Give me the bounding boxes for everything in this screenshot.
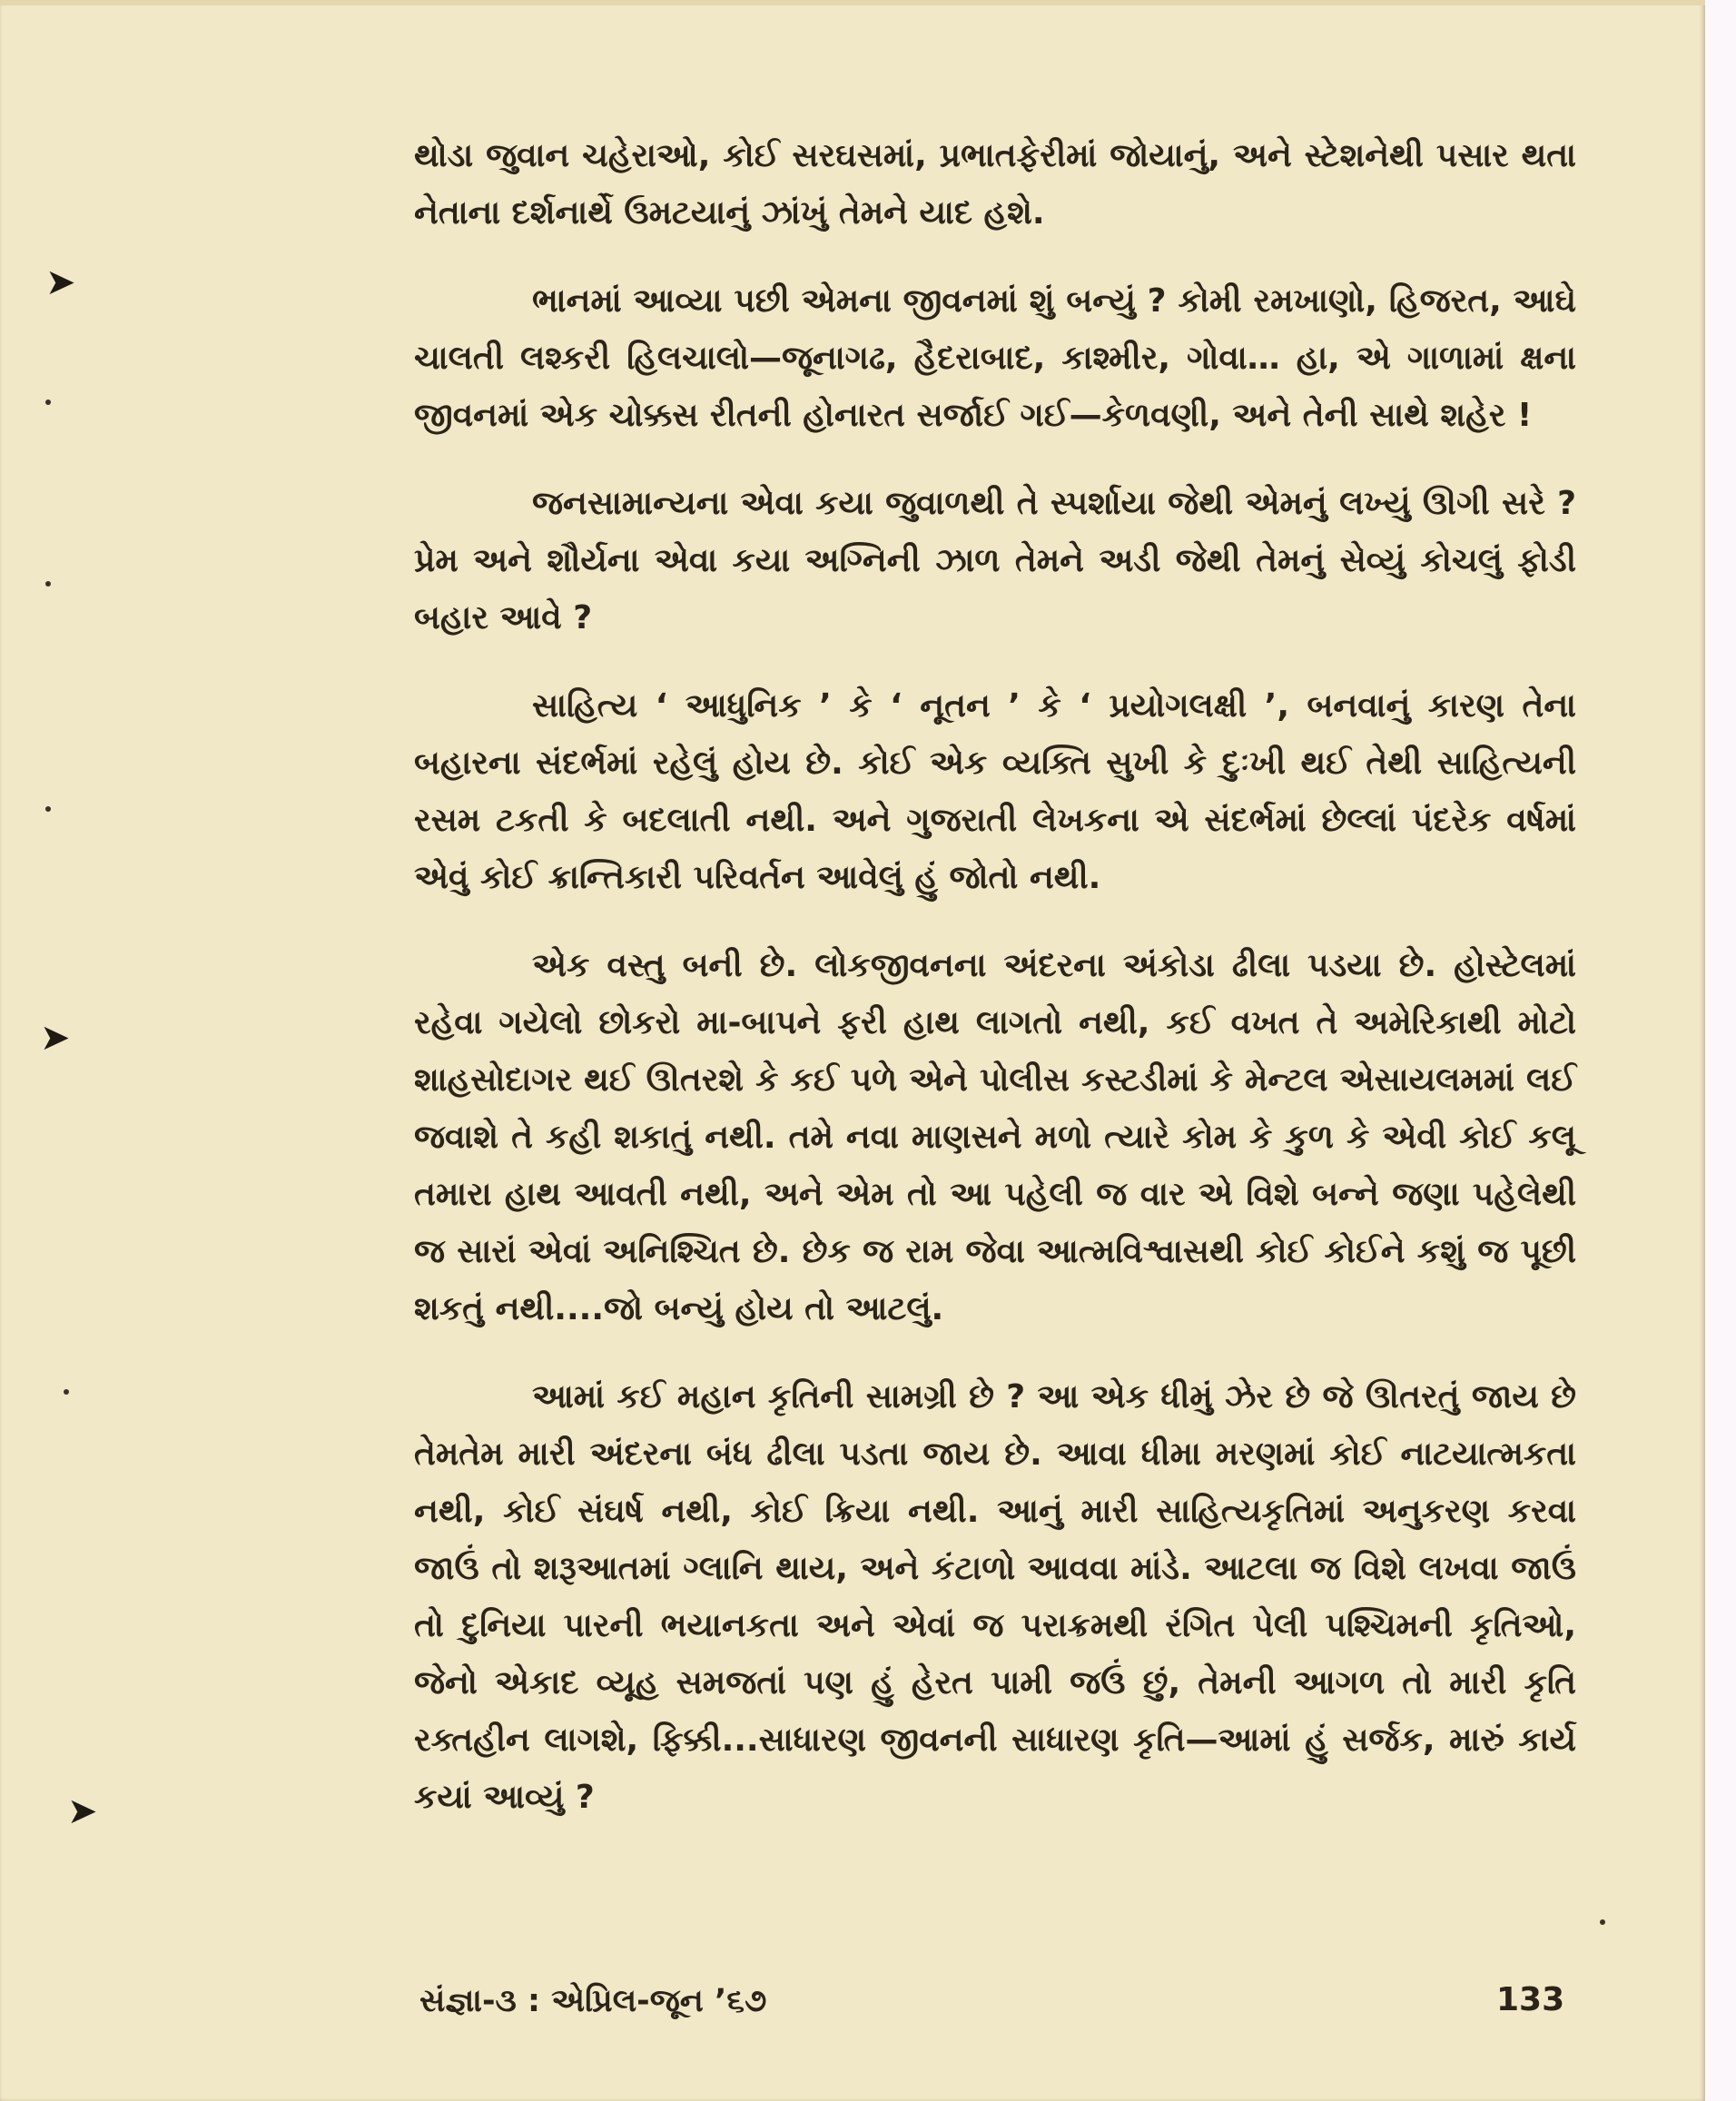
margin-arrow-icon: ➤ — [67, 1790, 98, 1832]
page-number: 133 — [1496, 1981, 1565, 2018]
page-top-edge — [0, 0, 1705, 5]
margin-dot — [64, 1389, 69, 1395]
paragraph-6: આમાં કઈ મહાન કૃતિની સામગ્રી છે ? આ એક ધીમું ઝેર છે જે ઊતરતું જાય છે તેમતેમ મારી અંદરના બંધ ઢીલા પડતા જાય છે. આવા ધીમા મરણમાં કોઈ નાટયાત્મકતા નથી, કોઈ સંઘર્ષ નથી, કોઈ ક્રિયા નથી. આનું મારી સાહિત્યકૃતિમાં અનુકરણ કરવા જાઉં તો શરૂઆતમાં ગ્લાનિ થાય, અને કંટાળો આવવા માંડે. આટલા જ વિશે લખવા જાઉં તો દુનિયા પારની ભયાનકતા અને એવાં જ પરાક્રમથી રંગિત પેલી પશ્ચિમની કૃતિઓ, જેનો એકાદ વ્યૂહ સમજતાં પણ હું હેરત પામી જઉં છું, તેમની આગળ તો મારી કૃતિ રક્તહીન લાગશે, ફિક્કી...સાધારણ જીવનની સાધારણ કૃતિ—આમાં હું સર્જક, મારું કાર્ય કયાં આવ્યું ? — [414, 1378, 1576, 1816]
paragraph-3: જનસામાન્યના એવા કયા જુવાળથી તે સ્પર્શાયા જેથી એમનું લખ્યું ઊગી સરે ? પ્રેમ અને શૌર્યના એવા કયા અગ્નિની ઝાળ તેમને અડી જેથી તેમનું સેવ્યું કોચલું ફોડી બહાર આવે ? — [414, 485, 1576, 636]
margin-dot — [45, 399, 51, 405]
paragraph-5: એક વસ્તુ બની છે. લોકજીવનના અંદરના અંકોડા ઢીલા પડયા છે. હોસ્ટેલમાં રહેવા ગયેલો છોકરો મા-બાપને ફરી હાથ લાગતો નથી, કઈ વખત તે અમેરિકાથી મોટો શાહસોદાગર થઈ ઊતરશે કે કઈ પળે એને પોલીસ કસ્ટડીમાં કે મેન્ટલ એસાયલમમાં લઈ જવાશે તે કહી શકાતું નથી. તમે નવા માણસને મળો ત્યારે કોમ કે કુળ કે એવી કોઈ કલૂ તમારા હાથ આવતી નથી, અને એમ તો આ પહેલી જ વાર એ વિશે બન્ને જણા પહેલેથી જ સારાં એવાં અનિશ્ચિત છે. છેક જ રામ જેવા આત્મવિશ્વાસથી કોઈ કોઈને કશું જ પૂછી શકતું નથી....જો બન્યું હોય તો આટલું. — [414, 947, 1576, 1327]
paragraph-4: સાહિત્ય ‘ આધુનિક ’ કે ‘ નૂતન ’ કે ‘ પ્રયોગલક્ષી ’, બનવાનું કારણ તેના બહારના સંદર્ભમાં રહેલું હોય છે. કોઈ એક વ્યક્તિ સુખી કે દુઃખી થઈ તેથી સાહિત્યની રસમ ટકતી કે બદલાતી નથી. અને ગુજરાતી લેખકના એ સંદર્ભમાં છેલ્લાં પંદરેક વર્ષમાં એવું કોઈ ક્રાન્તિકારી પરિવર્તન આવેલું હું જોતો નથી. — [414, 687, 1576, 896]
margin-dot — [45, 581, 51, 587]
body-text — [414, 127, 1576, 1857]
paragraph-2: ભાનમાં આવ્યા પછી એમના જીવનમાં શું બન્યું ? કોમી રમખાણો, હિજરત, આઘે ચાલતી લશ્કરી હિલચાલો—જૂનાગઢ, હૈદરાબાદ, કાશ્મીર, ગોવા… હા, એ ગાળામાં ક્ષના જીવનમાં એક ચોક્કસ રીતની હોનારત સર્જાઈ ગઈ—કેળવણી, અને તેની સાથે શહેર ! — [414, 282, 1576, 434]
margin-arrow-icon: ➤ — [40, 1017, 71, 1059]
paragraph-1: થોડા જુવાન ચહેરાઓ, કોઈ સરઘસમાં, પ્રભાતફેરીમાં જોયાનું, અને સ્ટેશનેથી પસાર થતા નેતાના દર્શનાર્થે ઉમટયાનું ઝાંખું તેમને યાદ હશે. — [414, 137, 1576, 232]
margin-dot — [45, 806, 51, 812]
margin-arrow-icon: ➤ — [45, 261, 76, 303]
margin-dot — [1600, 1919, 1605, 1925]
journal-footer: સંજ્ઞા-૩ : એપ્રિલ-જૂન ’૬૭ — [419, 1983, 767, 2019]
